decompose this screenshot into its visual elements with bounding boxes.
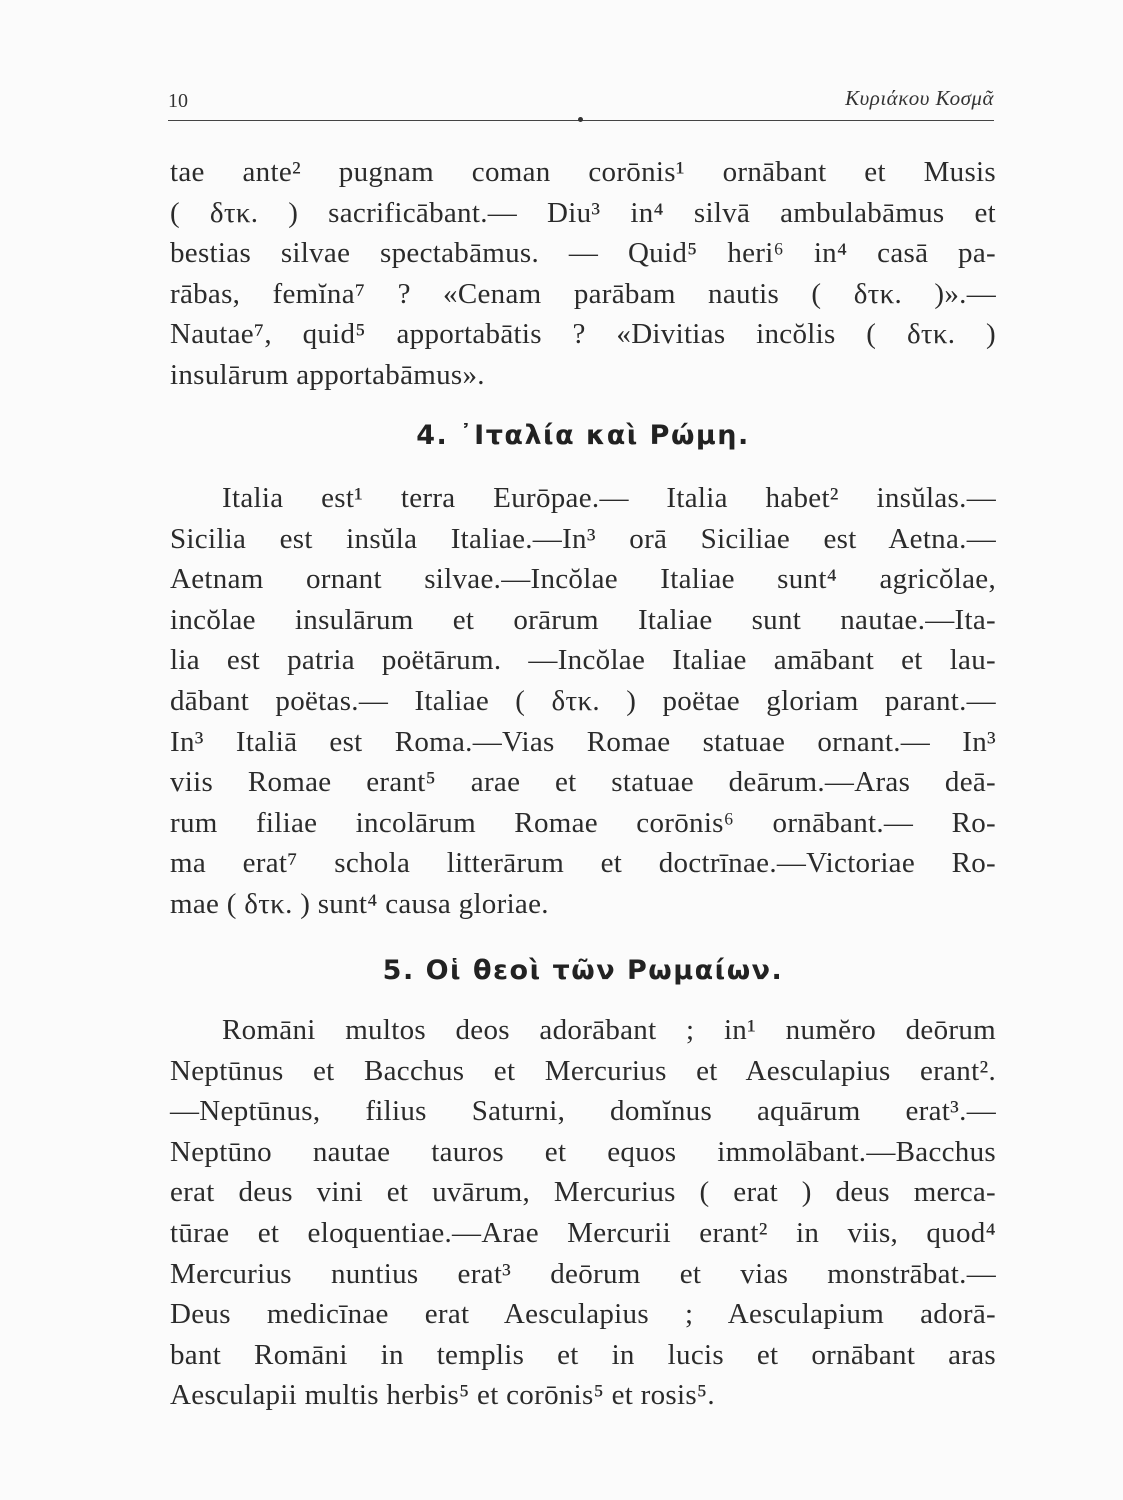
text-line: Mercurius nuntius erat³ deōrum et vias monstrābat.—	[170, 1257, 996, 1290]
text-line: rum filiae incolārum Romae corōnis⁶ ornābant.— Ro-	[170, 806, 996, 839]
text-line: Sicilia est insŭla Italiae.—In³ orā Siciliae est Aetna.—	[170, 522, 996, 555]
text-line: dābant poëtas.— Italiae ( δτκ. ) poëtae gloriam parant.—	[170, 684, 996, 717]
text-line: Deus medicīnae erat Aesculapius ; Aesculapium adorā-	[170, 1298, 996, 1331]
text-line: bestias silvae spectabāmus. — Quid⁵ heri⁶ in⁴ casā pa-	[170, 237, 996, 270]
header-rule-ornament	[578, 117, 583, 122]
text-line: tae ante² pugnam coman corōnis¹ ornābant et Musis	[170, 156, 996, 188]
text-line: Italia est¹ terra Eurōpae.— Italia habet² insŭlas.—	[222, 482, 996, 514]
text-line: ma erat⁷ schola litterārum et doctrīnae.—Victoriae Ro-	[170, 847, 996, 880]
text-line: bant Romāni in templis et in lucis et ornābant aras	[170, 1338, 996, 1371]
text-line: Aesculapii multis herbis⁵ et corōnis⁵ et rosis⁵.	[170, 1379, 715, 1412]
text-line: mae ( δτκ. ) sunt⁴ causa gloriae.	[170, 887, 549, 920]
text-line: tūrae et eloquentiae.—Arae Mercurii erant² in viis, quod⁴	[170, 1216, 996, 1249]
text-line: ( δτκ. ) sacrificābant.— Diu³ in⁴ silvā ambulabāmus et	[170, 196, 996, 229]
text-line: Aetnam ornant silvae.—Incŏlae Italiae sunt⁴ agricŏlae,	[170, 563, 996, 596]
text-line: Nautae⁷, quid⁵ apportabātis ? «Divitias incŏlis ( δτκ. )	[170, 318, 996, 351]
text-line: incŏlae insulārum et orārum Italiae sunt nautae.—Ita-	[170, 603, 996, 636]
section-heading-5: 5. Οἱ θεοὶ τῶν Ρωμαίων.	[382, 955, 784, 986]
text-line: Neptūnus et Bacchus et Mercurius et Aesculapius erant².	[170, 1054, 996, 1087]
page-number: 10	[168, 90, 188, 112]
text-line: lia est patria poëtārum. —Incŏlae Italiae amābant et lau-	[170, 644, 996, 677]
text-line: Neptūno nautae tauros et equos immolābant.—Bacchus	[170, 1135, 996, 1168]
text-line: Romāni multos deos adorābant ; in¹ numĕro deōrum	[222, 1014, 996, 1046]
text-line: erat deus vini et uvārum, Mercurius ( erat ) deus merca-	[170, 1176, 996, 1209]
running-title: Κυριάκου Κοσμᾶ	[845, 86, 994, 110]
running-head	[168, 84, 994, 120]
text-line: insulārum apportabāmus».	[170, 358, 485, 391]
paragraph-exercise-continuation	[170, 152, 996, 396]
paragraph-italia-roma	[170, 478, 996, 925]
text-line: viis Romae erant⁵ arae et statuae deārum.—Aras deā-	[170, 766, 996, 799]
text-line: rābas, femĭna⁷ ? «Cenam parābam nautis ( δτκ. )».—	[170, 277, 996, 310]
text-line: —Neptūnus, filius Saturni, domĭnus aquārum erat³.—	[170, 1095, 996, 1128]
section-heading-4: 4. ᾿Ιταλία καὶ Ρώμη.	[416, 420, 750, 451]
text-line: In³ Italiā est Roma.—Vias Romae statuae ornant.— In³	[170, 725, 996, 758]
paragraph-romani-gods	[170, 1010, 996, 1416]
